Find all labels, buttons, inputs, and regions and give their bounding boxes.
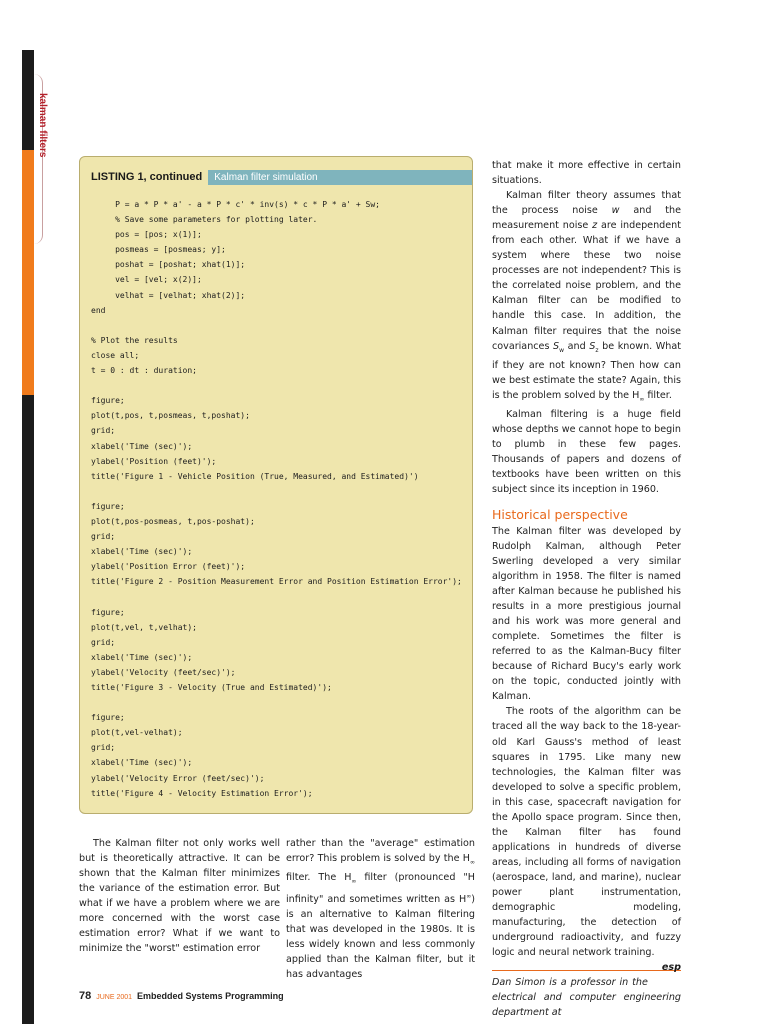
listing-header <box>80 170 472 185</box>
paragraph: The roots of the algorithm can be traced all the way back to the 18-year-old Karl Gauss's method of least squares in 1795. Like many new technologies, the Kalman filter was developed to solve a specific problem, in this case, spacecraft navigation for the Apollo space program. Since then, the Kalman filter has found applications in hundreds of diverse areas, including all forms of navigation (aerospace, land, and marine), nuclear power plant instrumentation, demographic modeling, manufacturing, the detection of underground radioactivity, and fuzzy logic and neural network training. esp <box>492 704 681 960</box>
page-footer <box>79 990 284 1002</box>
section-label: kalman filters <box>37 93 48 158</box>
paragraph: that make it more effective in certain situations. <box>492 160 681 187</box>
body-column-1 <box>79 836 280 956</box>
paragraph: Kalman filtering is a huge field whose depths we cannot hope to begin to plumb in these few pages. Thousands of papers and dozens of textbooks have been written on this subject since its inception in 1960. <box>492 408 682 495</box>
author-bio: Dan Simon is a professor in the electrical and computer engineering department at <box>492 977 681 1019</box>
body-column-3 <box>492 158 681 1020</box>
section-heading: Historical perspective <box>492 506 628 522</box>
paragraph: The Kalman filter was developed by Rudolph Kalman, although Peter Swerling developed a very similar algorithm in 1958. The filter is named after Kalman because he published his results in a more prestigious journal and his work was more general and complete. Sometimes the filter is referred to as the Kalman-Bucy filter because of Richard Bucy's early work on the topic, conducted jointly with Kalman. <box>492 525 681 703</box>
issue-date: JUNE 2001 <box>96 994 133 1001</box>
body-column-2 <box>286 836 475 982</box>
page-number: 78 <box>79 990 92 1002</box>
paragraph: The Kalman filter not only works well but is theoretically attractive. It can be shown that the Kalman filter minimizes the variance of the estimation error. But what if we have a problem where we are more concerned with the worst case estimation error? What if we want to minimize the "worst" estimation error <box>79 838 280 955</box>
paragraph: rather than the "average" estimation error? This problem is solved by the $H_\infty$ filter. The $H_\infty$ filter (pronounced "H infinity" and sometimes written as H∞) is an alternative to Kalman filtering that was developed in the 1980s. It is less widely known and less commonly applied than the Kalman filter, but it has advantages <box>286 838 475 981</box>
listing-subtitle: Kalman filter simulation <box>214 172 318 183</box>
section-color-bar <box>22 150 34 395</box>
paragraph: Kalman filter theory assumes that the process noise w and the measurement noise z are independent from each other. What if we have a system where these two noise processes are not independent? This is the correlated noise problem, and the Kalman filter can be modified to handle this case. In addition, the Kalman filter requires that the noise covariances $S_w$ and $S_z$ be known. What if they are not known? Then how can we best estimate the state? Again, this is the problem solved by the $H_\infty$ filter. <box>492 190 682 403</box>
listing-code: P = a * P * a' - a * P * c' * inv(s) * c * P * a' + Sw; % Save some parameters for plotting later. pos = [pos; x(1)]; posmeas = [posmeas; y]; poshat = [poshat; xhat(1)]; vel = [vel; x(2)]; velhat = [velhat; xhat(2)]; end % Plot the results close all; t = 0 : dt : duration; figure; plot(t,pos, t,posmeas, t,poshat); grid; xlabel('Time (sec)'); ylabel('Position (feet)'); title('Figure 1 - Vehicle Position (True, Measured, and Estimated)') figure; plot(t,pos-posmeas, t,pos-poshat); grid; xlabel('Time (sec)'); ylabel('Position Error (feet)'); title('Figure 2 - Position Measurement Error and Position Estimation Error'); figure; plot(t,vel, t,velhat); grid; xlabel('Time (sec)'); ylabel('Velocity (feet/sec)'); title('Figure 3 - Velocity (True and Estimated)'); figure; plot(t,vel-velhat); grid; xlabel('Time (sec)'); ylabel('Velocity Error (feet/sec)'); title('Figure 4 - Velocity Estimation Error'); <box>91 200 462 798</box>
code-listing-box <box>79 156 473 814</box>
listing-title: LISTING 1, continued <box>80 170 208 185</box>
end-mark: esp <box>661 962 681 974</box>
magazine-name: Embedded Systems Programming <box>137 991 284 1001</box>
